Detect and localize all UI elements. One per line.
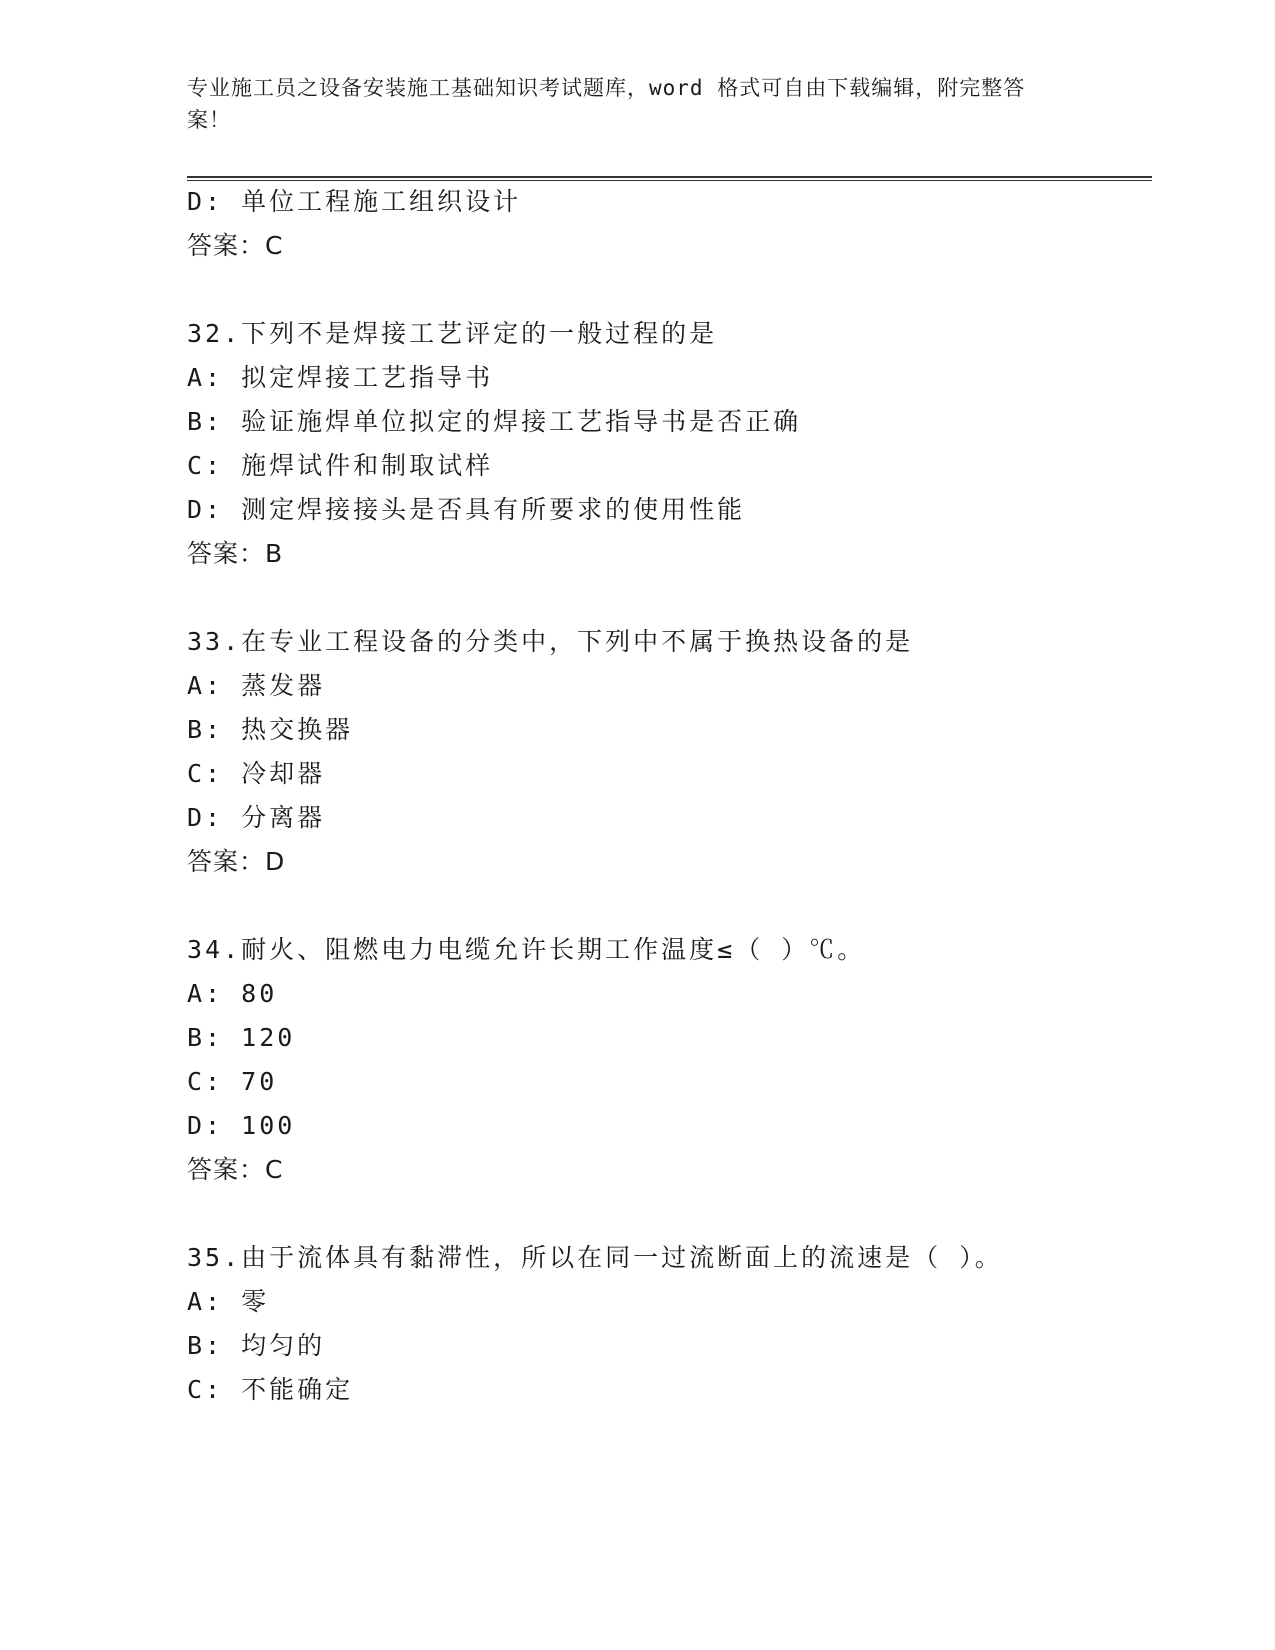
q32-option-d: D: 测定焊接接头是否具有所要求的使用性能 <box>187 495 746 524</box>
q34-option-a: A: 80 <box>187 979 278 1008</box>
question-33: 33.在专业工程设备的分类中，下列中不属于换热设备的是 <box>187 627 914 656</box>
q35-option-b: B: 均匀的 <box>187 1331 326 1360</box>
q33-option-d: D: 分离器 <box>187 803 326 832</box>
q34-option-d: D: 100 <box>187 1111 296 1140</box>
q32-option-b: B: 验证施焊单位拟定的焊接工艺指导书是否正确 <box>187 407 802 436</box>
q33-option-c: C: 冷却器 <box>187 759 326 788</box>
q33-option-a: A: 蒸发器 <box>187 671 326 700</box>
header-divider <box>187 176 1152 181</box>
question-35: 35.由于流体具有黏滞性，所以在同一过流断面上的流速是（ ）。 <box>187 1243 1003 1272</box>
q32-option-a: A: 拟定焊接工艺指导书 <box>187 363 494 392</box>
question-34: 34.耐火、阻燃电力电缆允许长期工作温度≤（ ）℃。 <box>187 935 866 964</box>
q34-answer: 答案：C <box>187 1155 284 1184</box>
q32-option-c: C: 施焊试件和制取试样 <box>187 451 494 480</box>
q33-answer: 答案：D <box>187 847 286 876</box>
q35-option-c: C: 不能确定 <box>187 1375 354 1404</box>
q34-option-c: C: 70 <box>187 1067 278 1096</box>
document-header: 专业施工员之设备安装施工基础知识考试题库，word 格式可自由下载编辑，附完整答案！ <box>187 76 1026 132</box>
prev-option-d: D: 单位工程施工组织设计 <box>187 187 522 216</box>
question-32: 32.下列不是焊接工艺评定的一般过程的是 <box>187 319 718 348</box>
q32-answer: 答案：B <box>187 539 284 568</box>
q34-option-b: B: 120 <box>187 1023 296 1052</box>
q35-option-a: A: 零 <box>187 1287 270 1316</box>
prev-answer: 答案：C <box>187 231 284 260</box>
q33-option-b: B: 热交换器 <box>187 715 354 744</box>
